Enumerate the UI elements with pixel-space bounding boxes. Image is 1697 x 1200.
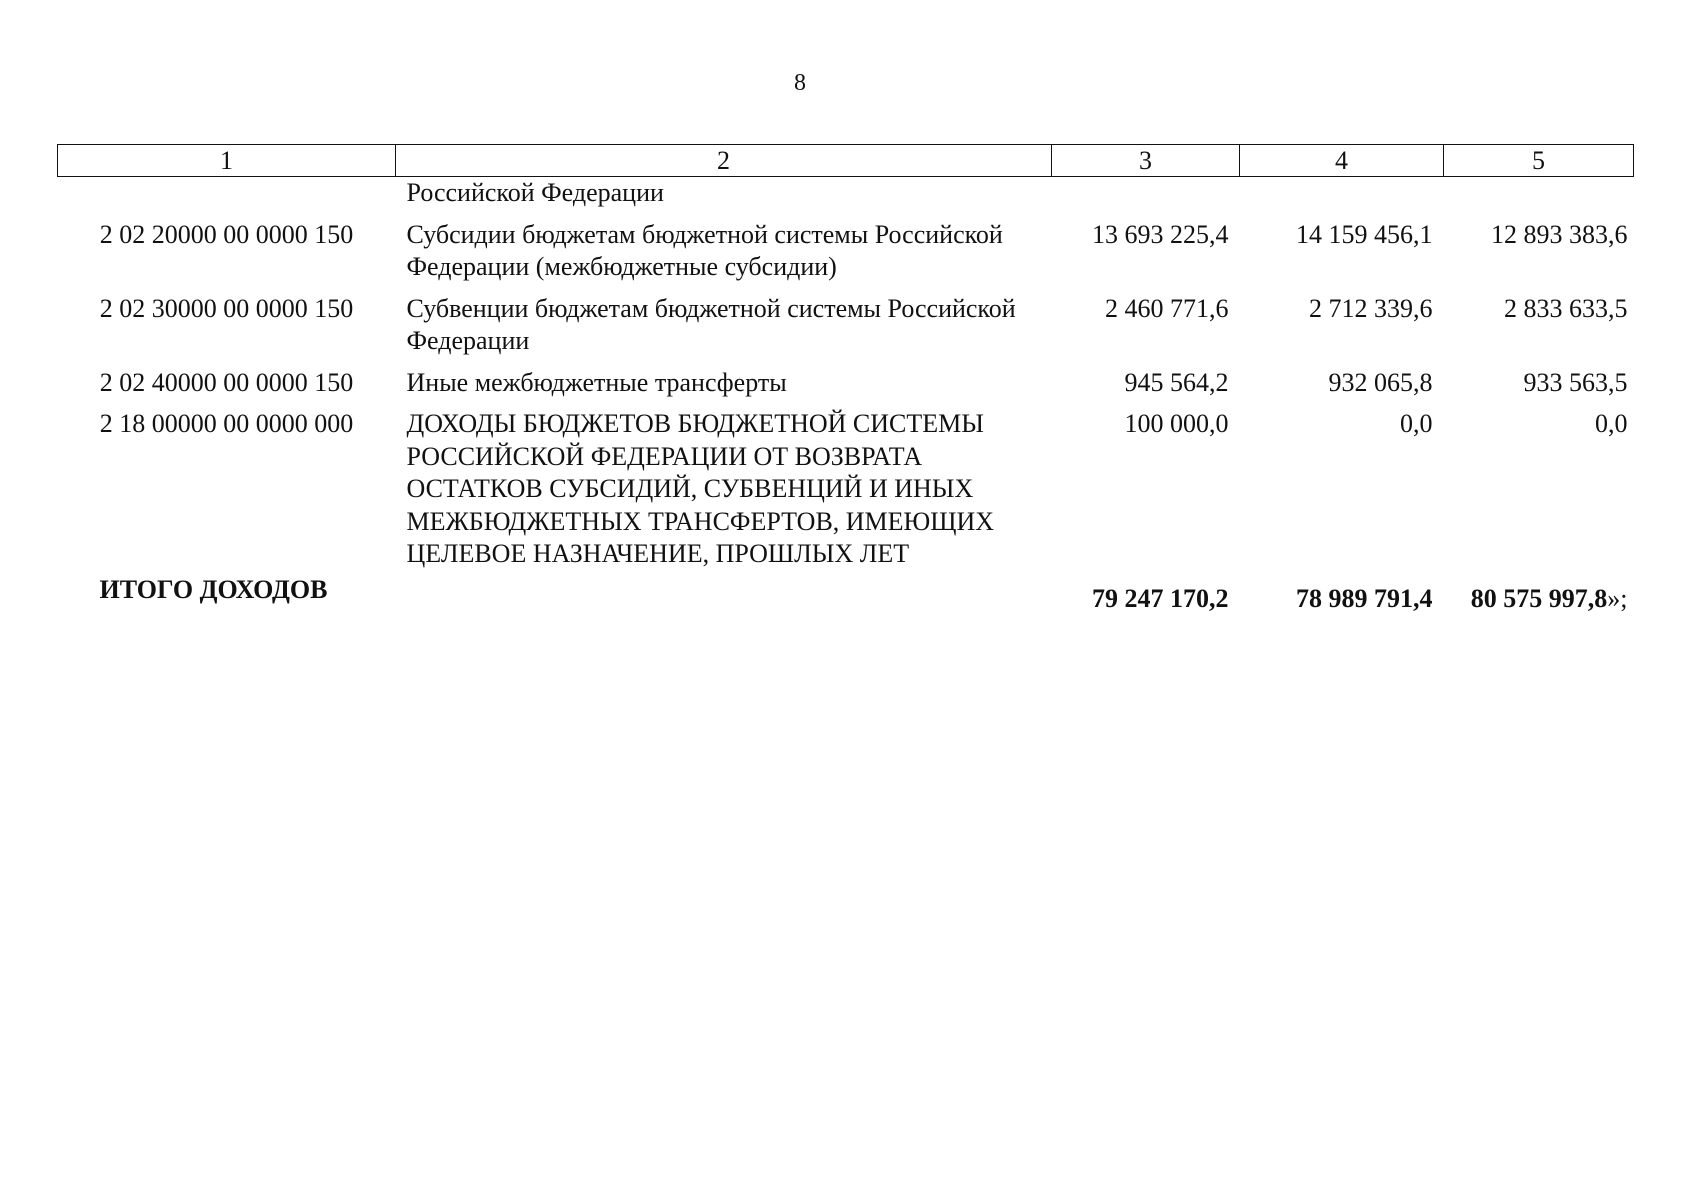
- closing-quote-suffix: »;: [1607, 583, 1628, 613]
- value-cell-4: 2 712 339,6: [1309, 293, 1433, 323]
- total-row: [58, 571, 1634, 616]
- column-header-2: 2: [396, 145, 1052, 177]
- code-cell: 2 18 00000 00 0000 000: [99, 409, 354, 438]
- value-cell-5: 12 893 383,6: [1491, 219, 1628, 249]
- table-header: [58, 145, 1634, 177]
- value-cell-3: 2 460 771,6: [1105, 293, 1229, 323]
- code-cell: 2 02 40000 00 0000 150: [99, 367, 354, 397]
- value-cell-5: 933 563,5: [1523, 367, 1628, 397]
- page-number: 8: [794, 70, 806, 96]
- name-cell: ДОХОДЫ БЮДЖЕТОВ БЮДЖЕТНОЙ СИСТЕМЫ РОССИЙСКОЙ ФЕДЕРАЦИИ ОТ ВОЗВРАТА ОСТАТКОВ СУБСИДИЙ, СУБВЕНЦИЙ И ИНЫХ МЕЖБЮДЖЕТНЫХ ТРАНСФЕРТОВ, ИМЕЮЩИХ ЦЕЛЕВОЕ НАЗНАЧЕНИЕ, ПРОШЛЫХ ЛЕТ: [406, 409, 995, 568]
- total-value-5-cell: [1444, 571, 1634, 616]
- budget-revenue-table: [57, 144, 1634, 615]
- name-cell: Субсидии бюджетам бюджетной системы Российской Федерации (межбюджетные субсидии): [406, 219, 1003, 281]
- column-header-5: 5: [1444, 145, 1634, 177]
- code-cell: 2 02 20000 00 0000 150: [99, 219, 354, 249]
- continued-name-cell: Российской Федерации: [406, 178, 664, 207]
- table-body: [58, 177, 1634, 616]
- value-cell-5: 0,0: [1595, 409, 1628, 438]
- name-cell: Иные межбюджетные трансферты: [406, 367, 787, 397]
- total-value-5: 80 575 997,8: [1470, 583, 1608, 613]
- table-row: [58, 358, 1634, 400]
- value-cell-3: 100 000,0: [1124, 409, 1229, 438]
- value-cell-5: 2 833 633,5: [1504, 293, 1628, 323]
- header-row: [58, 145, 1634, 177]
- column-header-4: 4: [1240, 145, 1444, 177]
- name-cell: Субвенции бюджетам бюджетной системы Российской Федерации: [406, 293, 1016, 355]
- value-cell-4: 14 159 456,1: [1296, 219, 1433, 249]
- table-row: [58, 284, 1634, 358]
- value-cell-4: 0,0: [1400, 409, 1433, 438]
- table-row: [58, 210, 1634, 284]
- column-header-1: 1: [58, 145, 396, 177]
- table-row-continued: [58, 177, 1634, 210]
- value-cell-3: 945 564,2: [1124, 367, 1229, 397]
- value-cell-3: 13 693 225,4: [1092, 219, 1229, 249]
- total-value-4: 78 989 791,4: [1296, 583, 1433, 613]
- total-value-3: 79 247 170,2: [1092, 583, 1229, 613]
- column-header-3: 3: [1052, 145, 1240, 177]
- total-label: ИТОГО ДОХОДОВ: [99, 574, 328, 604]
- code-cell: 2 02 30000 00 0000 150: [99, 293, 354, 323]
- table-row: [58, 399, 1634, 571]
- value-cell-4: 932 065,8: [1328, 367, 1433, 397]
